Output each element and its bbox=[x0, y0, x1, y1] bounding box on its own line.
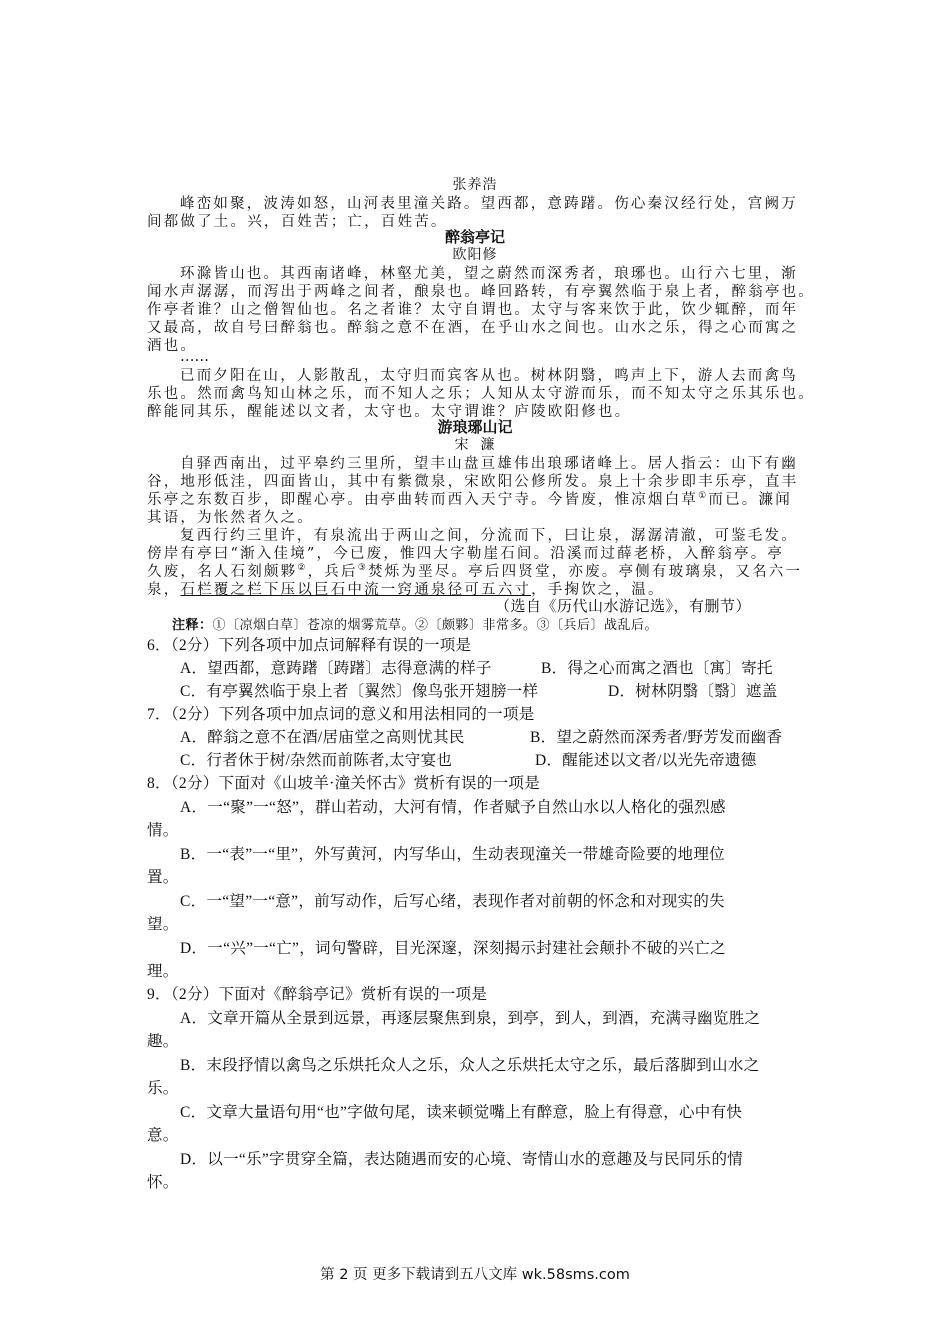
q9-option-c: C．文章大量语句用“也”字做句尾，读来顿觉嘴上有醉意，脸上有得意，心中有快 bbox=[180, 1104, 743, 1121]
q9-option-a: A．文章开篇从全景到远景，再逐层聚焦到泉，到亭，到人，到酒，充满寻幽览胜之 bbox=[180, 1010, 761, 1027]
q6-option-d: D．树林阴翳〔翳〕遮盖 bbox=[608, 683, 778, 700]
essay2-line: 谷，地形低洼，四面皆山，其中有紫微泉，宋欧阳公修所发。泉上十余步即丰乐亭，直丰 bbox=[147, 474, 799, 490]
essay1-line: 乐也。然而禽鸟知山林之乐，而不知人之乐；人知从太守游而乐，而不知太守之乐其乐也。 bbox=[147, 386, 815, 402]
essay2-text: 久废，名人石刻颇夥 bbox=[147, 564, 298, 580]
q8-option-b-cont: 置。 bbox=[147, 869, 179, 886]
q8-option-d: D．一“兴”一“亡”，词句警辟，目光深邃，深刻揭示封建社会颠扑不破的兴亡之 bbox=[180, 940, 726, 957]
page-footer: 第 2 页 更多下载请到五八文库 wk.58sms.com bbox=[320, 1267, 630, 1283]
q8-option-c: C．一“望”一“意”，前写动作，后写心绪，表现作者对前朝的怀念和对现实的失 bbox=[180, 893, 725, 910]
q9-option-c-cont: 意。 bbox=[147, 1127, 179, 1144]
essay1-line: 又最高，故自号曰醉翁也。醉翁之意不在酒，在乎山水之间也。山水之乐，得之心而寓之 bbox=[147, 320, 799, 336]
essay1-author: 欧阳修 bbox=[452, 247, 498, 263]
essay2-text: 而已。濂闻 bbox=[708, 492, 792, 508]
essay2-text: ，兵后 bbox=[307, 564, 358, 580]
q7-stem: 7．（2分）下列各项中加点词的意义和用法相同的一项是 bbox=[147, 706, 535, 723]
q9-stem: 9．（2分）下面对《醉翁亭记》赏析有误的一项是 bbox=[147, 986, 488, 1003]
q7-option-d: D．醒能述以文者/以光先帝遗德 bbox=[535, 752, 757, 769]
q8-option-c-cont: 望。 bbox=[147, 916, 179, 933]
essay2-line: 傍岸有亭曰“渐入佳境”，今已废，惟四大字勒崖石间。沿溪而过薛老桥，入醉翁亭。亭 bbox=[147, 546, 785, 562]
q9-option-d: D．以一“乐”字贯穿全篇，表达随遇而安的心境、寄情山水的意趣及与民同乐的情 bbox=[180, 1151, 744, 1168]
q7-option-a: A．醉翁之意不在酒/居庙堂之高则忧其民 bbox=[180, 729, 465, 746]
essay2-title: 游琅琊山记 bbox=[437, 418, 513, 436]
essay1-line: 已而夕阳在山，人影散乱，太守归而宾客从也。树林阴翳，鸣声上下，游人去而禽鸟 bbox=[180, 368, 798, 384]
essay1-line: 酒也。 bbox=[147, 338, 198, 354]
essay2-text: ，手掬饮之，温。 bbox=[531, 582, 665, 598]
q9-option-a-cont: 趣。 bbox=[147, 1033, 179, 1050]
q9-option-b: B．末段抒情以禽鸟之乐烘托众人之乐，众人之乐烘托太守之乐，最后落脚到山水之 bbox=[180, 1057, 760, 1074]
notes-text: ①〔凉烟白草〕苍凉的烟雾荒草。②〔颇夥〕非常多。③〔兵后〕战乱后。 bbox=[212, 618, 659, 633]
q7-option-c: C．行者休于树/杂然而前陈者,太守宴也 bbox=[180, 752, 453, 769]
q8-option-d-cont: 理。 bbox=[147, 963, 179, 980]
q8-option-a: A．一“聚”一“怒”，群山若动，大河有情，作者赋予自然山水以人格化的强烈感 bbox=[180, 799, 726, 816]
essay2-line: 复西行约三里许，有泉流出于两山之间，分流而下，曰让泉，潺潺清澈，可鉴毛发。 bbox=[180, 528, 798, 544]
q8-stem: 8．（2分）下面对《山坡羊·潼关怀古》赏析有误的一项是 bbox=[147, 775, 541, 792]
essay2-author: 宋 濂 bbox=[454, 437, 496, 453]
essay2-text: 焚烁为垩尽。亭后四贤堂，亦废。亭侧有玻璃泉，又名六一 bbox=[367, 564, 803, 580]
essay1-line: 闻水声潺潺，而泻出于两峰之间者，酿泉也。峰回路转，有亭翼然临于泉上者，醉翁亭也。 bbox=[147, 284, 815, 300]
notes-label: 注释： bbox=[172, 618, 213, 633]
essay2-source: （选自《历代山水游记选》，有删节） bbox=[495, 597, 752, 615]
q6-option-a: A．望西都，意踌躇〔踌躇〕志得意满的样子 bbox=[180, 660, 492, 677]
essay1-line: 作亭者谁？山之僧智仙也。名之者谁？太守自谓也。太守与客来饮于此，饮少辄醉，而年 bbox=[147, 302, 799, 318]
notes bbox=[172, 614, 658, 633]
essay2-text: 乐亭之东数百步，即醒心亭。由亭曲转而西入天宁寺。今皆废，惟凉烟白草 bbox=[147, 492, 699, 508]
essay1-line: 环滁皆山也。其西南诸峰，林壑尤美，望之蔚然而深秀者，琅琊也。山行六七里，渐 bbox=[180, 266, 798, 282]
q7-option-b: B．望之蔚然而深秀者/野芳发而幽香 bbox=[530, 729, 783, 746]
footnote-marker: ② bbox=[297, 563, 308, 574]
underlined-sentence: 石栏覆之栏下压以巨石中流一窍通泉径可五六寸 bbox=[180, 582, 532, 598]
poem-author: 张养浩 bbox=[452, 177, 498, 193]
q8-option-b: B．一“表”一“里”，外写黄河，内写华山，生动表现潼关一带雄奇险要的地理位 bbox=[180, 846, 725, 863]
essay2-text: 泉， bbox=[147, 582, 181, 598]
q6-option-c: C．有亭翼然临于泉上者〔翼然〕像鸟张开翅膀一样 bbox=[180, 683, 539, 700]
q6-stem: 6．（2分）下列各项中加点词解释有误的一项是 bbox=[147, 637, 472, 654]
essay2-line: 自驿西南出，过平皋约三里所，望丰山盘亘雄伟出琅琊诸峰上。居人指云：山下有幽 bbox=[180, 456, 798, 472]
q6-option-b: B．得之心而寓之酒也〔寓〕寄托 bbox=[541, 660, 773, 677]
q9-option-d-cont: 怀。 bbox=[147, 1174, 179, 1191]
poem-line: 峰峦如聚，波涛如怒，山河表里潼关路。望西都，意踌躇。伤心秦汉经行处，宫阙万 bbox=[180, 196, 798, 212]
essay1-title: 醉翁亭记 bbox=[444, 228, 505, 246]
q9-option-b-cont: 乐。 bbox=[147, 1080, 179, 1097]
essay1-line: 醉能同其乐，醒能述以文者，太守也。太守谓谁？庐陵欧阳修也。 bbox=[147, 404, 632, 420]
poem-line: 间都做了土。兴，百姓苦；亡，百姓苦。 bbox=[147, 214, 448, 230]
footnote-marker: ③ bbox=[357, 563, 368, 574]
essay1-ellipsis: …… bbox=[180, 349, 209, 365]
footnote-marker: ① bbox=[698, 491, 709, 502]
q8-option-a-cont: 情。 bbox=[147, 822, 179, 839]
essay2-line: 其语，为怅然者久之。 bbox=[147, 510, 314, 526]
